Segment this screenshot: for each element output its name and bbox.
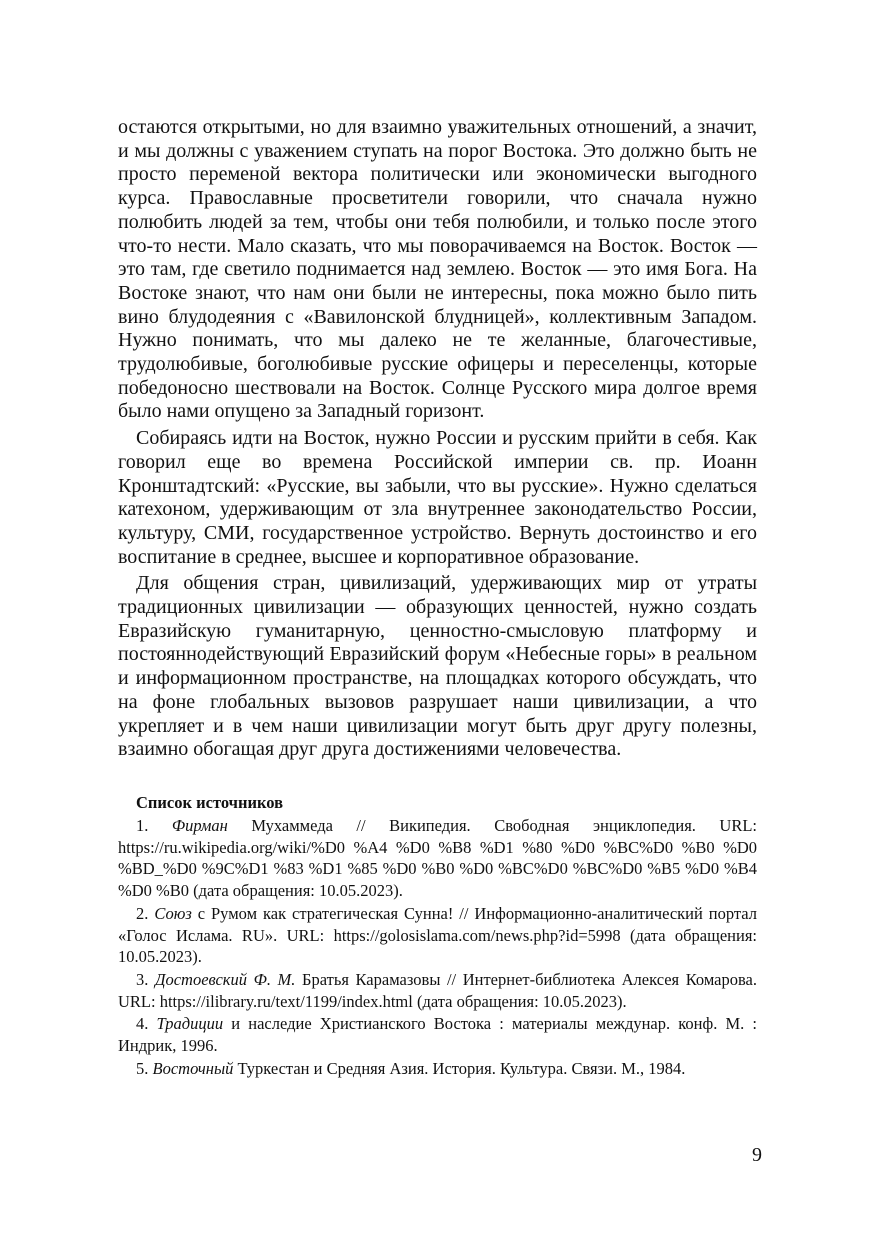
reference-item [118,815,757,902]
reference-text: Туркестан и Средняя Азия. История. Культура. Связи. М., 1984. [233,1058,686,1078]
reference-item [118,1013,757,1056]
reference-item [118,903,757,968]
reference-number: 4. [136,1014,149,1034]
paragraph: Для общения стран, цивилизаций, удерживающих мир от утраты традиционных цивилизации — образующих ценностей, нужно создать Евразийскую гуманитарную, ценностно-смысловую платформу и постояннодействующий Евразийский форум «Небесные горы» в реальном и информационном пространстве, на площадках которого обсуждать, что на фоне глобальных вызовов разрушает наши цивилизации, а что укрепляет и в чем наши цивилизации могут быть друг другу полезны, взаимно обогащая друг друга достижениями человечества. [118,572,757,761]
reference-item [118,969,757,1012]
reference-number: 3. [136,969,149,989]
reference-number: 5. [136,1058,149,1078]
reference-author: Фирман [171,815,228,835]
reference-text: Братья Карамазовы // Интернет-библиотека Алексея Комарова. URL: https://ilibrary.ru/text/1199/index.html (дата обращения: 10.05.2023). [118,969,757,1011]
reference-text: с Румом как стратегическая Сунна! // Информационно-аналитический портал «Голос Ислама. RU». URL: https://golosislama.com/news.php?id=5998 (дата обращения: 10.05.2023). [118,903,758,967]
reference-number: 1. [136,815,149,835]
reference-text: Мухаммеда // Википедия. Свободная энциклопедия. URL: https://ru.wikipedia.org/wiki/%D0 %A4 %D0 %B8 %D1 %80 %D0 %BC%D0 %B0 %D0 %BD_%D0 %9C%D1 %83 %D1 %85 %D0 %B0 %D0 %BC%D0 %BC%D0 %B5 %D0 %B4 %D0 %B0 (дата обращения: 10.05.2023). [118,815,758,901]
reference-author: Восточный [152,1058,234,1078]
reference-author: Достоевский Ф. М. [154,969,296,989]
page-content [118,116,757,1080]
page-number: 9 [752,1144,762,1166]
body-text [118,116,757,762]
reference-number: 2. [136,903,149,923]
paragraph: остаются открытыми, но для взаимно уважительных отношений, а значит, и мы должны с уважением ступать на порог Востока. Это должно быть не просто переменой вектора политически или экономически выгодного курса. Православные просветители говорили, что сначала нужно полюбить людей за тем, чтобы они тебя полюбили, и только после этого что-то нести. Мало сказать, что мы поворачиваемся на Восток. Восток — это там, где светило поднимается над землею. Восток — это имя Бога. На Востоке знают, что нам они были не интересны, пока можно было пить вино блудодеяния с «Вавилонской блудницей», коллективным Западом. Нужно понимать, что мы далеко не те желанные, благочестивые, трудолюбивые, боголюбивые русские офицеры и переселенцы, которые победоносно шествовали на Восток. Солнце Русского мира долгое время было нами опущено за Западный горизонт. [118,116,757,423]
references-list [118,815,757,1079]
references-heading: Список источников [136,792,284,812]
paragraph: Собираясь идти на Восток, нужно России и русским прийти в себя. Как говорил еще во времена Российской империи св. пр. Иоанн Кронштадтский: «Русские, вы забыли, что вы русские». Нужно сделаться катехоном, удерживающим от зла внутреннее законодательство России, культуру, СМИ, государственное устройство. Вернуть достоинство и его воспитание в среднее, высшее и корпоративное образование. [118,427,757,568]
references-section [118,792,757,1079]
reference-text: и наследие Христианского Востока : материалы междунар. конф. М. : Индрик, 1996. [118,1014,758,1056]
reference-author: Союз [154,903,192,923]
reference-item [118,1058,757,1080]
reference-author: Традиции [156,1014,224,1034]
